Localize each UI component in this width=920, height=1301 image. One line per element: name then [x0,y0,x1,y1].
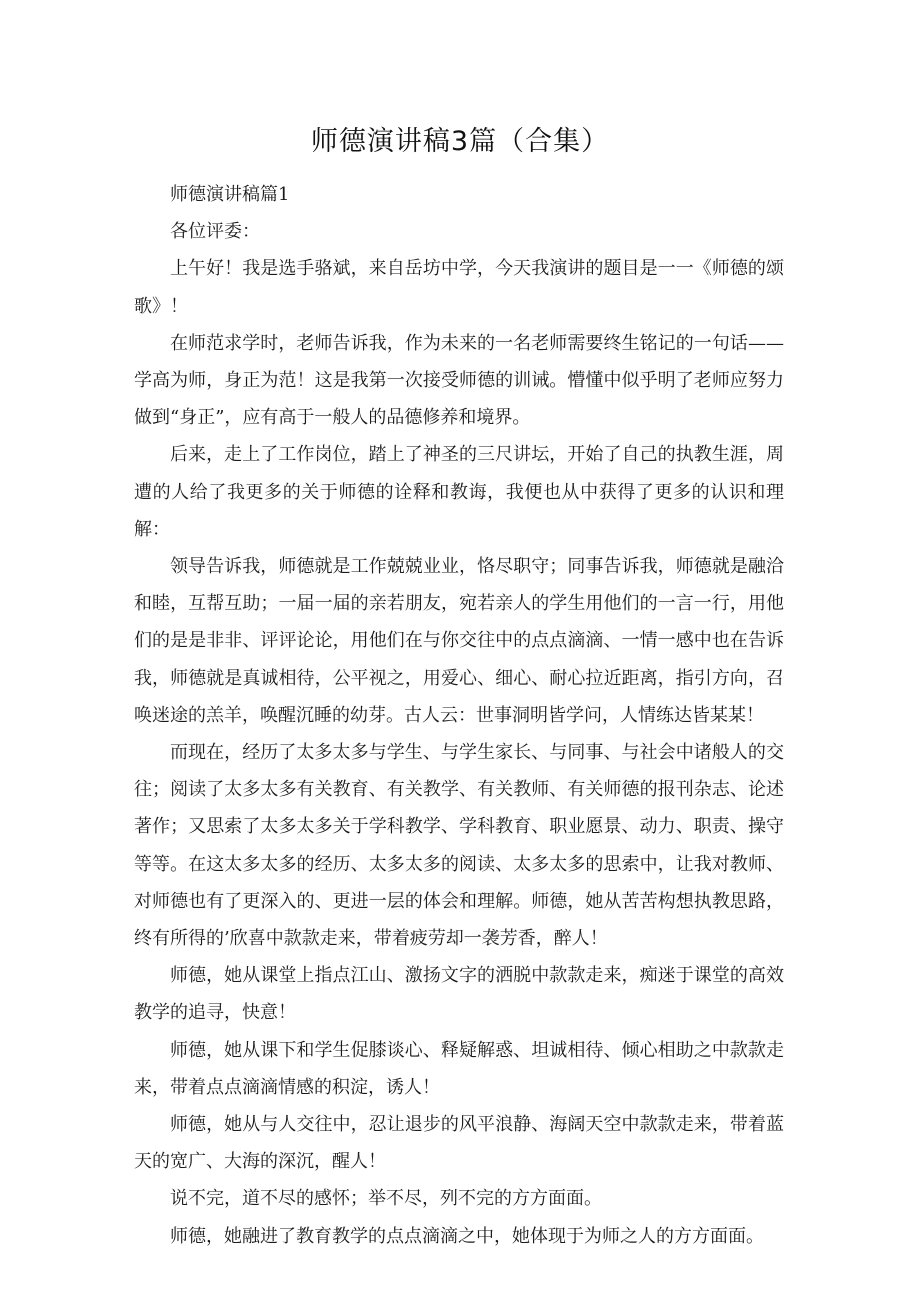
paragraph: 师德，她从与人交往中，忍让退步的风平浪静、海阔天空中款款走来，带着蓝天的宽广、大海的深沉，醒人！ [134,1114,784,1173]
paragraph: 在师范求学时，老师告诉我，作为未来的一名老师需要终生铭记的一句话——学高为师，身正为范！这是我第一次接受师德的训诫。懵懂中似乎明了老师应努力做到“身正”，应有高于一般人的品德修养和境界。 [134,332,784,429]
paragraph: 而现在，经历了太多太多与学生、与学生家长、与同事、与社会中诸般人的交往；阅读了太多太多有关教育、有关教学、有关教师、有关师德的报刊杂志、论述著作；又思索了太多太多关于学科教学、学科教育、职业愿景、动力、职责、操守等等。在这太多太多的经历、太多太多的阅读、太多太多的思索中，让我对教师、对师德也有了更深入的、更进一层的体会和理解。师德，她从苦苦构想执教思路，终有所得的’欣喜中款款走来，带着疲劳却一袭芳香，醉人！ [134,742,784,950]
paragraph: 说不完，道不尽的感怀；举不尽，列不完的方方面面。 [170,1188,602,1210]
paragraph: 领导告诉我，师德就是工作兢兢业业，恪尽职守；同事告诉我，师德就是融洽和睦，互帮互助；一届一届的亲若朋友，宛若亲人的学生用他们的一言一行，用他们的是是非非、评评论论，用他们在与你交往中的点点滴滴、一情一感中也在告诉我，师德就是真诚相待，公平视之，用爱心、细心、耐心拉近距离，指引方向，召唤迷途的羔羊，唤醒沉睡的幼芽。古人云：世事洞明皆学问，人情练达皆某某！ [134,556,784,726]
section-heading: 师德演讲稿篇1 [170,184,290,205]
paragraph: 师德，她从课下和学生促膝谈心、释疑解惑、坦诚相待、倾心相助之中款款走来，带着点点滴滴情感的积淀，诱人！ [134,1039,784,1098]
document-title: 师德演讲稿3篇（合集） [310,126,610,157]
document-body [134,176,784,1255]
salutation: 各位评委： [170,221,260,243]
paragraph: 师德，她从课堂上指点江山、激扬文字的洒脱中款款走来，痴迷于课堂的高效教学的追寻，快意！ [134,965,784,1024]
paragraph: 后来，走上了工作岗位，踏上了神圣的三尺讲坛，开始了自己的执教生涯，周遭的人给了我更多的关于师德的诠释和教诲，我便也从中获得了更多的认识和理解： [134,444,784,540]
paragraph: 上午好！我是选手骆斌，来自岳坊中学，今天我演讲的题目是一一《师德的颂歌》！ [134,258,784,317]
paragraph: 师德，她融进了教育教学的点点滴滴之中，她体现于为师之人的方方面面。 [170,1225,764,1247]
